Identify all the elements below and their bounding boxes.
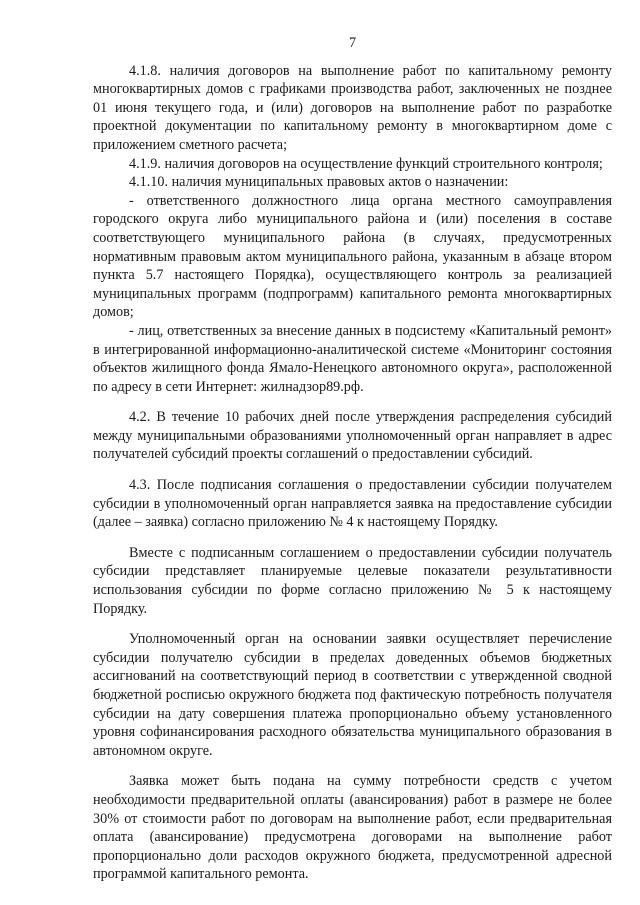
clause-4-1-8: 4.1.8. наличия договоров на выполнение работ по капитальному ремонту многоквартирных домов с графиками производства работ, заключенных не позднее 01 июня текущего года, и (или) договоров на выполнение работ по разработке проектной документации по капитальному ремонту в многоквартирном доме с приложением сметного расчета; [93,62,612,153]
paragraph-advance: Заявка может быть подана на сумму потребности средств с учетом необходимости предварительной оплаты (авансирования) работ в размере не более 30% от стоимости работ по договорам на выполнение работ, если предварительная оплата (авансирование) предусмотрена договорами на выполнение работ пропорционально доли расходов окружного бюджета, предусмотренной адресной программой капитального ремонта. [93,773,612,883]
clause-4-1-9: 4.1.9. наличия договоров на осуществление функций строительного контроля; [129,155,603,172]
clause-4-1-10: 4.1.10. наличия муниципальных правовых актов о назначении: [129,174,509,191]
clause-4-3: 4.3. После подписания соглашения о предоставлении субсидии получателем субсидии в уполномоченный орган направляется заявка на предоставление субсидии (далее – заявка) согласно приложению № 4 к настоящему Порядку. [93,477,612,531]
page-number: 7 [348,35,357,51]
clause-4-2: 4.2. В течение 10 рабочих дней после утверждения распределения субсидий между муниципальными образованиями уполномоченный орган направляет в адрес получателей субсидий проекты соглашений о предоставлении субсидий. [93,409,612,463]
paragraph-transfer: Уполномоченный орган на основании заявки осуществляет перечисление субсидии получателю субсидии в пределах доведенных объемов бюджетных ассигнований на соответствующий период в соответствии с утвержденной сводной бюджетной росписью окружного бюджета под фактическую потребность получателя субсидии на дату совершения платежа пропорционально объему установленного уровня софинансирования расходного обязательства муниципального образования в автономном округе. [93,631,612,759]
clause-4-1-10-item-persons: - лиц, ответственных за внесение данных в подсистему «Капитальный ремонт» в интегрированной информационно-аналитической системе «Мониторинг состояния объектов жилищного фонда Ямало-Ненецкого автономного округа», расположенной по адресу в сети Интернет: жилнадзор89.рф. [93,322,612,395]
clause-4-1-10-item-official: - ответственного должностного лица органа местного самоуправления городского округа либо муниципального района и (или) поселения в составе соответствующего муниципального района (в случаях, предусмотренных нормативным правовым актом муниципального района, указанным в абзаце втором пункта 5.7 настоящего Порядка), осуществляющего контроль за реализацией муниципальных программ (подпрограмм) капитального ремонта многоквартирных домов; [93,192,612,321]
paragraph-targets: Вместе с подписанным соглашением о предоставлении субсидии получатель субсидии представляет планируемые целевые показатели результативности использования субсидии по форме согласно приложению № 5 к настоящему Порядку. [93,544,612,617]
